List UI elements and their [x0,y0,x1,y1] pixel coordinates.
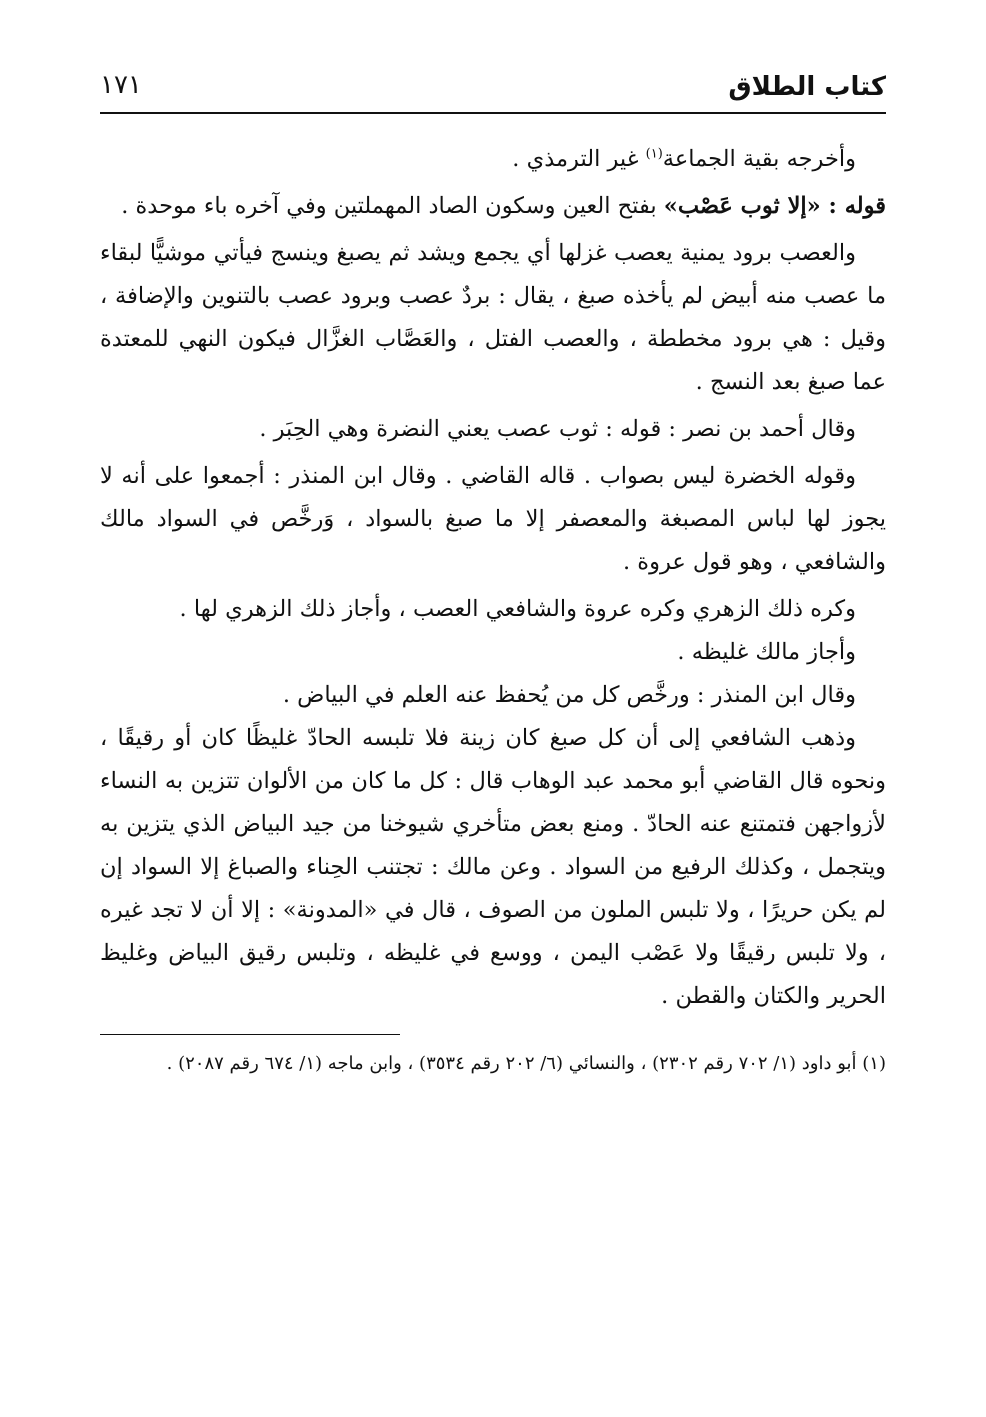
paragraph-1: وأخرجه بقية الجماعة$^{(١)}$ غير الترمذي . [512,146,856,172]
footnote-divider [100,1034,400,1035]
quoted-term: قوله : «إلا ثوب عَصْب» [663,193,886,219]
main-text [100,138,886,1018]
paragraph-3: والعصب برود يمنية يعصب غزلها أي يجمع ويشد ثم يصبغ وينسج فيأتي موشيًّا لبقاء ما عصب منه أبيض لم يأخذه صبغ ، يقال : بردٌ عصب وبرود عصب بالتنوين والإضافة ، وقيل : هي برود مخططة ، والعصب الفتل ، والعَصَّاب الغزَّال فيكون النهي للمعتدة عما صبغ بعد النسج . [100,240,886,395]
paragraph-4: وقال أحمد بن نصر : قوله : ثوب عصب يعني النضرة وهي الحِبَر . [259,416,856,442]
paragraph-9: وذهب الشافعي إلى أن كل صبغ كان زينة فلا تلبسه الحادّ غليظًا كان أو رقيقًا ، ونحوه قال القاضي أبو محمد عبد الوهاب قال : كل ما كان من الألوان تتزين به النساء لأزواجهن فتمتنع عنه الحادّ . ومنع بعض متأخري شيوخنا من جيد البياض الذي يتزين به ويتجمل ، وكذلك الرفيع من السواد . وعن مالك : تجتنب الحِناء والصباغ إلا السواد إن لم يكن حريرًا ، ولا تلبس الملون من الصوف ، قال في «المدونة» : إلا أن لا تجد غيره ، ولا تلبس رقيقًا ولا عَصْب اليمن ، ووسع في غليظه ، وتلبس رقيق البياض وغليظ الحرير والكتان والقطن . [100,725,886,1009]
paragraph-5: وقوله الخضرة ليس بصواب . قاله القاضي . وقال ابن المنذر : أجمعوا على أنه لا يجوز لها لباس المصبغة والمعصفر إلا ما صبغ بالسواد ، وَرخَّص في السواد مالك والشافعي ، وهو قول عروة . [100,463,886,575]
page-header [100,60,886,114]
book-page [100,60,886,1380]
paragraph-2: قوله : «إلا ثوب عَصْب» بفتح العين وسكون الصاد المهملتين وفي آخره باء موحدة . [121,193,886,219]
footnote-reference: (١) [645,146,663,162]
book-title: كتاب الطلاق [728,72,886,102]
paragraph-8: وقال ابن المنذر : ورخَّص كل من يُحفظ عنه العلم في البياض . [282,682,856,708]
paragraph-6: وكره ذلك الزهري وكره عروة والشافعي العصب ، وأجاز ذلك الزهري لها . [179,596,856,622]
footnote: (١) أبو داود (١/ ٧٠٢ رقم ٢٣٠٢) ، والنسائي (٦/ ٢٠٢ رقم ٣٥٣٤) ، وابن ماجه (١/ ٦٧٤ رقم ٢٠٨٧) . [166,1053,886,1074]
paragraph-7: وأجاز مالك غليظه . [677,639,856,665]
page-number: ١٧١ [100,70,142,100]
